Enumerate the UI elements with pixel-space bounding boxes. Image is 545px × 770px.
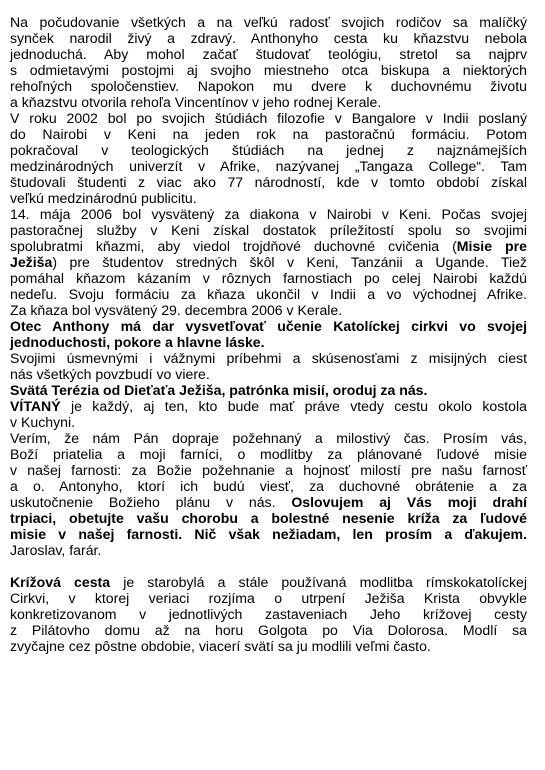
text: jednoduchá. Aby mohol začať študovať teológiu, stretol sa najprv — [10, 46, 527, 62]
text: do Nairobi v Keni na jeden rok na pastoračnú formáciu. Potom — [10, 126, 527, 142]
text-line — [10, 126, 527, 142]
text-line — [10, 94, 527, 110]
text: nás všetkých povzbudí vo viere. — [10, 366, 210, 382]
bold-text: trpiaci, obetujte vašu chorobu a bolestné nesenie kríža za ľudové — [10, 510, 527, 526]
text-line — [10, 222, 527, 238]
bold-text: Misie pre — [456, 238, 527, 254]
text-line — [10, 270, 527, 286]
text: pokračoval v teologických štúdiách na jednej z najznámejších — [10, 142, 527, 158]
text: spolubratmi kňazmi, aby viedol trojdňové duchovné cvičenia ( — [10, 238, 457, 254]
text-line — [10, 622, 527, 638]
text: ) pre študentov stredných škôl v Keni, Tanzánii a Ugande. Tiež — [52, 254, 527, 270]
text: Verím, že nám Pán dopraje požehnaný a milostivý čas. Prosím vás, — [10, 430, 527, 446]
bold-text: jednoduchosti, pokore a hlavne láske. — [10, 334, 265, 350]
text-line — [10, 30, 527, 46]
text-line — [10, 78, 527, 94]
text-line — [10, 638, 527, 654]
text-line — [10, 238, 527, 254]
text-line — [10, 286, 527, 302]
text-line — [10, 174, 527, 190]
bold-text: Svätá Terézia od Dieťaťa Ježiša, patrónka misií, oroduj za nás. — [10, 382, 428, 398]
text: študovali študenti z viac ako 77 národností, kde v tomto období získal — [10, 174, 527, 190]
text: a o. Antonyho, ktorí ich budú viesť, za duchovné obrátenie a za — [10, 478, 527, 494]
text: v našej farnosti: za Božie požehnanie a hojnosť milostí pre našu farnosť — [10, 462, 527, 478]
text-line — [10, 446, 527, 462]
text-line — [10, 366, 527, 382]
bold-text: Ježiša — [10, 254, 53, 270]
text: konkretizovanom v jednotlivých zastaveniach Jeho krížovej cesty — [10, 606, 527, 622]
text: Za kňaza bol vysvätený 29. decembra 2006 v Kerale. — [10, 302, 343, 318]
text: Jaroslav, farár. — [10, 542, 102, 558]
bold-text: Krížová cesta — [10, 574, 111, 590]
text-line — [10, 494, 527, 510]
text-line — [10, 510, 527, 526]
bold-text: Oslovujem aj Vás moji drahí — [291, 494, 527, 510]
text-line — [10, 158, 527, 174]
text: uskutočnenie Božieho plánu v nás. — [10, 494, 292, 510]
text-line — [10, 526, 527, 542]
text: Na počudovanie všetkých a na veľkú radosť svojich rodičov sa malíčký — [10, 14, 527, 30]
text-line — [10, 302, 527, 318]
text-line — [10, 478, 527, 494]
bold-text: Otec Anthony má dar vysvetľovať učenie Katolíckej cirkvi vo svojej — [10, 318, 527, 334]
text-line — [10, 606, 527, 622]
text: je každý, aj ten, kto bude mať práve vtedy cestu okolo kostola — [60, 398, 527, 414]
text-line — [10, 430, 527, 446]
text: z Pilátovho domu až na horu Golgota po Via Dolorosa. Modlí sa — [10, 622, 527, 638]
text: rehoľných spoločenstiev. Napokon mu dvere k duchovnému životu — [10, 78, 527, 94]
text: a kňazstvu otvorila rehoľa Vincentínov v jeho rodnej Kerale. — [10, 94, 382, 110]
text-line — [10, 110, 527, 126]
text: zvyčajne cez pôstne obdobie, viacerí svätí sa ju modlili veľmi často. — [10, 638, 431, 654]
text-line — [10, 574, 527, 590]
text: s odmietavými postojmi aj svojho miestneho otca biskupa a niektorých — [10, 62, 527, 78]
text-line — [10, 542, 527, 558]
bold-text: misie v našej farnosti. Nič však nežiadam, len prosím a ďakujem. — [10, 526, 527, 542]
text: pomáhal kňazom kázaním v rôznych farnostiach po celej Nairobi každú — [10, 270, 527, 286]
text-line — [10, 318, 527, 334]
text: pastoračnej služby v Keni získal dostatok príležitostí spolu so svojimi — [10, 222, 527, 238]
text: synček narodil živý a zdravý. Anthonyho cesta ku kňazstvu nebola — [10, 30, 527, 46]
text: V roku 2002 bol po svojich štúdiách filozofie v Bangalore v Indii poslaný — [10, 110, 527, 126]
text: v Kuchyni. — [10, 414, 76, 430]
text-line — [10, 398, 527, 414]
text-line — [10, 350, 527, 366]
text: Cirkvi, v ktorej veriaci rozjíma o utrpení Ježiša Krista obvykle — [10, 590, 527, 606]
text-line — [10, 414, 527, 430]
text: 14. mája 2006 bol vysvätený za diakona v Nairobi v Keni. Počas svojej — [10, 206, 527, 222]
text-line — [10, 334, 527, 350]
text-line — [10, 190, 527, 206]
text-line — [10, 14, 527, 30]
text: je starobylá a stále používaná modlitba rímskokatolíckej — [110, 574, 527, 590]
text-line — [10, 206, 527, 222]
text: medzinárodných univerzít v Afrike, nazývanej „Tangaza College“. Tam — [10, 158, 527, 174]
text: veľkú medzinárodnú publicitu. — [10, 190, 197, 206]
text-line — [10, 254, 527, 270]
text-line — [10, 382, 527, 398]
text: nedeľu. Svoju formáciu za kňaza ukončil v Indii a vo východnej Afrike. — [10, 286, 527, 302]
text: Svojimi úsmevnými i vážnymi príbehmi a skúsenosťami z misijných ciest — [10, 350, 527, 366]
text-line — [10, 590, 527, 606]
text-line — [10, 62, 527, 78]
text: Boží priatelia a moji farníci, o modlitby za plánované ľudové misie — [10, 446, 527, 462]
text-line — [10, 462, 527, 478]
text-line — [10, 46, 527, 62]
bold-text: VÍTANÝ — [10, 398, 61, 414]
text-line — [10, 142, 527, 158]
